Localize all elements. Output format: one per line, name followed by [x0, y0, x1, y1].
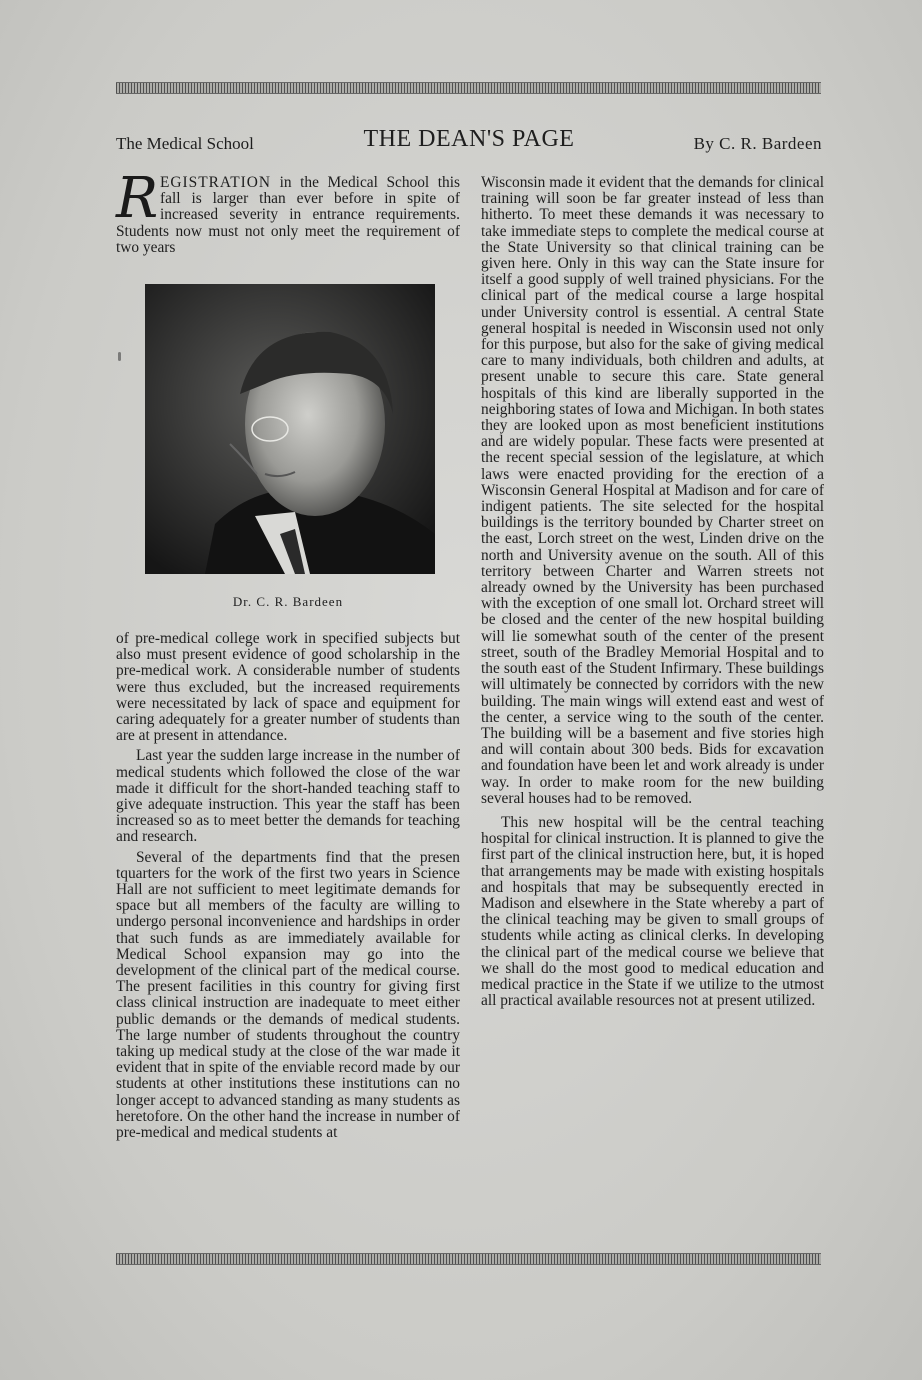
portrait-photo — [145, 284, 435, 574]
drop-cap: R — [116, 166, 159, 231]
paragraph: Wisconsin made it evident that the demands for clinical training will soon be far greater instead of less than hitherto. To meet these demands it was necessary to take immediate steps to complete the medical course at the State University so that clinical training can be given here. Only in this way can the State insure for itself a good supply of well trained physicians. For the clinical part of the medical course a large hospital under University control is essential. A central State general hospital is needed in Wisconsin used not only for this purpose, but also for the sake of giving medical care to many individuals, both children and adults, at present unable to secure this care. State general hospitals of this kind are liberally supported in the neighboring states of Iowa and Michigan. In both states they are looked upon as most beneficient institutions and are widely popular. These facts were presented at the recent special session of the legislature, at which laws were enacted providing for the erection of a Wisconsin General Hospital at Madison and for care of indigent patients. The site selected for the hospital buildings is the territory bounded by Charter street on the east, Lorch street on the west, Linden drive on the north and University avenue on the south. All of this territory between Charter and Warren streets not already owned by the University has been purchased with the exception of one small lot. Orchard street will be closed and the center of the new hospital building will lie somewhat south of the center of the present street, south of the Bradley Memorial Hospital and to the south east of the Student Infirmary. These buildings will ultimately be connected by corridors with the new building. The main wings will extend east and west of the center, a service wing to the south of the center. The building will be a basement and five stories high and will contain about 300 beds. Bids for excavation and foundation have been let and work already is under way. In order to make room for the new building several houses had to be removed. — [481, 174, 824, 807]
paragraph: of pre-medical college work in specified subjects but also must present evidence of good scholarship in the pre-medical work. A considerable number of students were thus excluded, but the increased requirements were necessitated by lack of space and equipment for caring adequately for a greater number of students than are at present in attendance. — [116, 630, 460, 745]
paragraph: Several of the departments find that the presen tquarters for the work of the first two years in Science Hall are not sufficient to meet legitimate demands for space but all members of the faculty are willing to undergo personal inconvenience and hardships in order that such funds as are immediately available for Medical School expansion may go into the development of the clinical part of the medical course. The present facilities in this country for giving first class clinical instruction are inadequate to meet either public demands or the demands of medical students. The large number of students throughout the country taking up medical study at the close of the war made it evident that in spite of the enviable record made by our students at other institutions these institutions can no longer accept to advanced standing as many students as heretofore. On the other hand the increase in number of pre-medical and medical students at — [116, 848, 460, 1142]
opening-text: in the Medical School this fall is larger than ever before in spite of increased severity in entrance requirements. Students now must not only meet the requirement of two years — [116, 174, 460, 256]
page-header — [116, 126, 822, 154]
section-label: The Medical School — [116, 134, 254, 153]
page-title: THE DEAN'S PAGE — [363, 126, 575, 152]
article-opening — [116, 166, 460, 256]
portrait-illustration — [145, 284, 435, 574]
print-mark — [118, 352, 121, 361]
left-column-continued — [116, 631, 460, 1141]
photo-caption: Dr. C. R. Bardeen — [232, 594, 344, 609]
byline: By C. R. Bardeen — [693, 134, 822, 153]
paragraph: Last year the sudden large increase in the number of medical students which followed the close of the war made it difficult for the short-handed teaching staff to give adequate instruction. This year the staff has been increased so as to meet better the demands for teaching and research. — [116, 747, 460, 846]
right-column — [481, 175, 824, 1009]
top-decorative-rule — [116, 82, 821, 94]
lead-word: EGISTRATION — [160, 174, 272, 191]
paragraph: This new hospital will be the central teaching hospital for clinical instruction. It is planned to give the first part of the clinical instruction here, but, it is hoped that arrangements may be made with existing hospitals and hospitals that may be subsequently erected in Madison and elsewhere in the State whereby a part of the clinical teaching may be given to small groups of students while acting as clinical clerks. In developing the clinical part of the medical course we believe that we shall do the most good to medical education and medical practice in the State if we utilize to the utmost all practical available resources not at present utilized. — [481, 813, 824, 1010]
bottom-decorative-rule — [116, 1253, 821, 1265]
